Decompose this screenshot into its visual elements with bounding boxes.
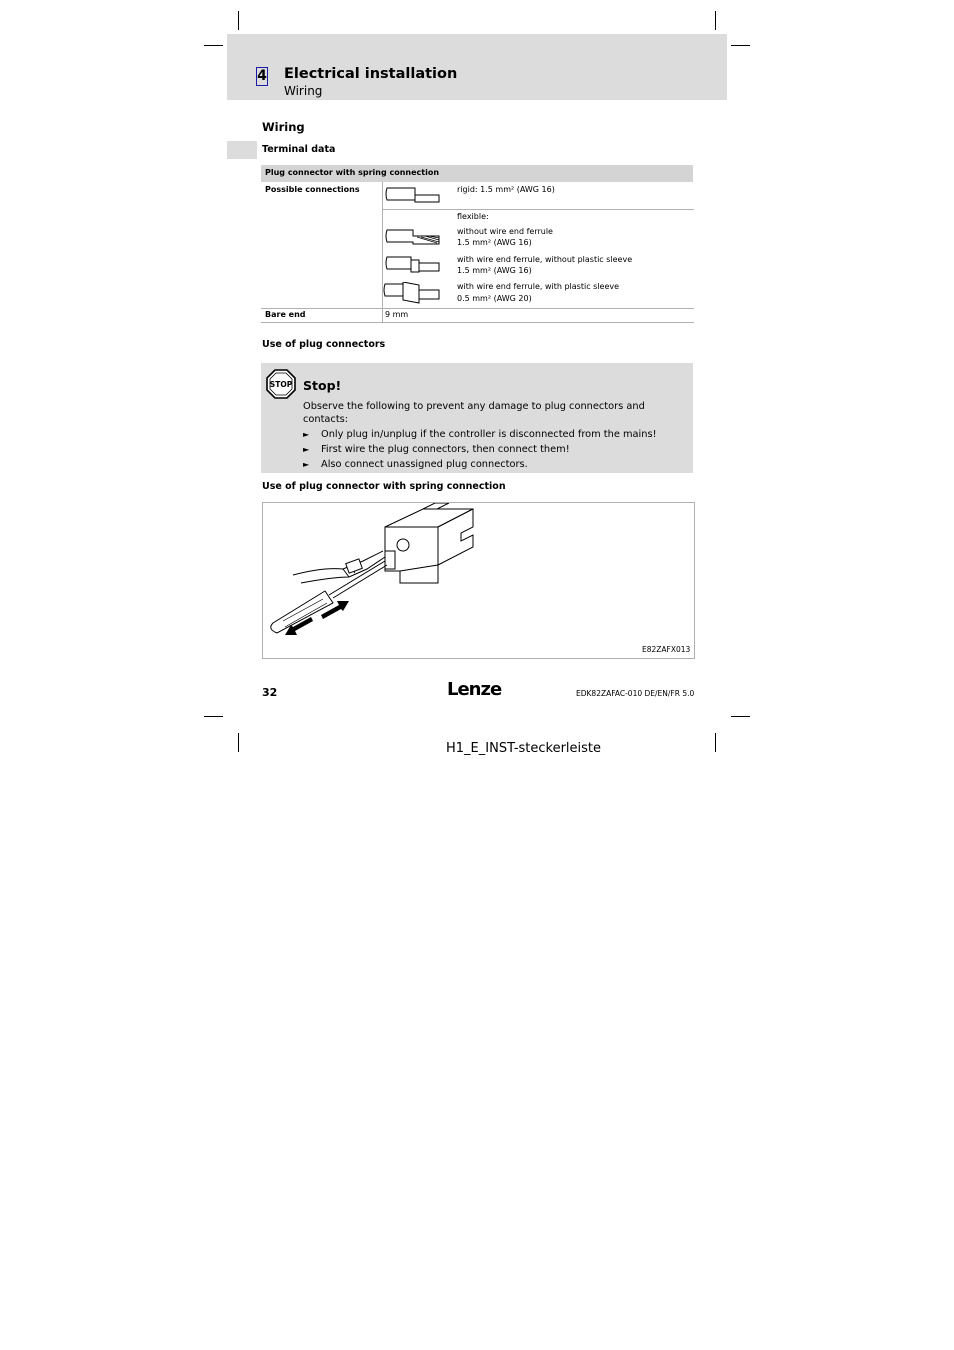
crop-mark: [204, 45, 223, 46]
table-divider: [261, 322, 694, 323]
terminal-data-heading: Terminal data: [262, 144, 336, 155]
page-number: 32: [262, 686, 278, 699]
rigid-text: rigid: 1.5 mm² (AWG 16): [457, 185, 555, 194]
stop-bullet-text: First wire the plug connectors, then connect them!: [321, 444, 570, 455]
figure-code: E82ZAFX013: [642, 645, 691, 654]
lenze-logo: Lenze: [447, 679, 502, 700]
stop-bullet-text: Only plug in/unplug if the controller is disconnected from the mains!: [321, 429, 657, 440]
possible-connections-label: Possible connections: [265, 185, 360, 194]
option-2-line-2: 1.5 mm² (AWG 16): [457, 266, 532, 275]
stop-bullet: [303, 459, 528, 471]
ferrule-wire-icon: [385, 255, 443, 275]
spring-connection-heading: Use of plug connector with spring connection: [262, 481, 506, 492]
crop-mark: [204, 716, 223, 717]
stop-text: Observe the following to prevent any damage to plug connectors and contacts:: [303, 401, 645, 425]
table-divider: [261, 308, 694, 309]
option-3-line-1: with wire end ferrule, with plastic sleeve: [457, 282, 620, 291]
crop-mark: [731, 45, 750, 46]
use-of-plug-connectors-heading: Use of plug connectors: [262, 339, 386, 350]
stop-bullet-text: Also connect unassigned plug connectors.: [321, 459, 528, 470]
crop-mark: [731, 716, 750, 717]
stop-sign-icon: [266, 369, 296, 399]
option-1-line-2: 1.5 mm² (AWG 16): [457, 238, 532, 247]
chapter-number[interactable]: 4: [257, 68, 267, 84]
document-code: EDK82ZAFAC-010 DE/EN/FR 5.0: [576, 689, 695, 698]
rigid-wire-icon: [385, 185, 443, 205]
crop-mark: [715, 733, 716, 752]
bare-end-label: Bare end: [265, 310, 306, 319]
option-1-line-1: without wire end ferrule: [457, 227, 553, 236]
stop-title: Stop!: [303, 378, 342, 393]
flexible-wire-icon: [385, 228, 443, 248]
stop-bullet: [303, 429, 657, 441]
table-divider: [382, 308, 383, 322]
flexible-text: flexible:: [457, 212, 489, 221]
spring-connection-illustration: [263, 503, 693, 657]
table-header: [261, 165, 693, 182]
side-marker: [227, 141, 257, 159]
stop-sign-text: STOP: [269, 380, 293, 389]
arrow-bullet-icon: ►: [303, 430, 310, 439]
crop-mark: [715, 11, 716, 30]
stop-bullet: [303, 444, 570, 456]
sleeve-wire-icon: [383, 282, 443, 306]
chapter-subtitle: Wiring: [284, 84, 323, 98]
arrow-bullet-icon: ►: [303, 445, 310, 454]
table-divider: [382, 209, 694, 210]
option-2-line-1: with wire end ferrule, without plastic sleeve: [457, 255, 633, 264]
bare-end-value: 9 mm: [385, 310, 409, 319]
section-title: Wiring: [262, 120, 305, 134]
crop-mark: [238, 11, 239, 30]
table-header-text: Plug connector with spring connection: [265, 168, 440, 177]
arrow-bullet-icon: ►: [303, 460, 310, 469]
chapter-title: Electrical installation: [284, 66, 458, 82]
crop-mark: [238, 733, 239, 752]
option-3-line-2: 0.5 mm² (AWG 20): [457, 294, 532, 303]
file-name: H1_E_INST-steckerleiste: [446, 741, 602, 756]
